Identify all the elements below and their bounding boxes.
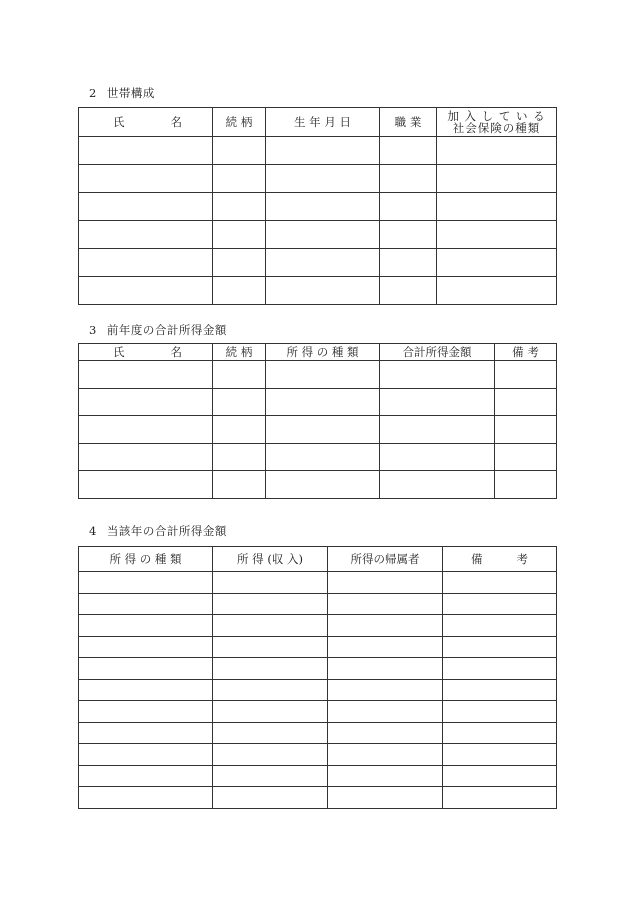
table-row [79, 221, 557, 249]
table-row [79, 636, 557, 658]
table-cell[interactable] [328, 722, 443, 744]
section-4-heading [89, 523, 227, 539]
table-cell[interactable] [495, 443, 557, 471]
table-cell[interactable] [213, 416, 266, 444]
table-cell[interactable] [79, 701, 213, 723]
table-cell[interactable] [213, 165, 266, 193]
table-cell[interactable] [437, 221, 557, 249]
table-row [79, 722, 557, 744]
table-cell[interactable] [380, 249, 437, 277]
table-cell[interactable] [213, 679, 328, 701]
table-cell[interactable] [266, 443, 380, 471]
table-cell[interactable] [266, 193, 380, 221]
header-relation: 続 柄 [213, 344, 266, 361]
table-cell[interactable] [213, 701, 328, 723]
header-belongs-to: 所得の帰属者 [328, 547, 443, 572]
current-year-header-row [79, 547, 557, 572]
table-cell[interactable] [79, 787, 213, 809]
table-cell[interactable] [79, 249, 213, 277]
table-cell[interactable] [443, 615, 557, 637]
table-cell[interactable] [328, 615, 443, 637]
table-cell[interactable] [266, 361, 380, 389]
prior-year-income-table [78, 343, 557, 499]
household-table [78, 107, 557, 305]
table-cell[interactable] [213, 615, 328, 637]
table-cell[interactable] [79, 361, 213, 389]
table-cell[interactable] [380, 416, 495, 444]
table-row [79, 249, 557, 277]
table-cell[interactable] [443, 658, 557, 680]
table-cell[interactable] [328, 701, 443, 723]
header-income: 所 得 (収 入) [213, 547, 328, 572]
table-cell[interactable] [266, 165, 380, 193]
table-cell[interactable] [213, 744, 328, 766]
table-cell[interactable] [495, 388, 557, 416]
table-cell[interactable] [328, 765, 443, 787]
table-cell[interactable] [443, 572, 557, 594]
table-cell[interactable] [79, 722, 213, 744]
section-2-title: 世帯構成 [106, 86, 155, 100]
table-cell[interactable] [328, 572, 443, 594]
table-cell[interactable] [213, 722, 328, 744]
table-row [79, 701, 557, 723]
table-cell[interactable] [443, 722, 557, 744]
table-cell[interactable] [213, 221, 266, 249]
section-2-number: 2 [89, 86, 97, 100]
current-year-income-table [78, 546, 557, 809]
table-row [79, 658, 557, 680]
header-relation: 続 柄 [213, 108, 266, 137]
table-row [79, 137, 557, 165]
table-cell[interactable] [213, 787, 328, 809]
header-remarks: 備 考 [443, 547, 557, 572]
table-cell[interactable] [328, 593, 443, 615]
table-cell[interactable] [213, 765, 328, 787]
table-cell[interactable] [380, 388, 495, 416]
table-cell[interactable] [437, 137, 557, 165]
table-cell[interactable] [443, 765, 557, 787]
table-row [79, 193, 557, 221]
table-cell[interactable] [213, 636, 328, 658]
table-cell[interactable] [79, 572, 213, 594]
table-row [79, 679, 557, 701]
header-insurance: 加 入 し て い る 社会保険の種類 [437, 108, 557, 137]
table-cell[interactable] [79, 744, 213, 766]
household-header-row [79, 108, 557, 137]
table-cell[interactable] [266, 471, 380, 499]
table-row [79, 471, 557, 499]
table-row [79, 572, 557, 594]
header-income-type: 所 得 の 種 類 [266, 344, 380, 361]
table-row [79, 744, 557, 766]
table-cell[interactable] [79, 593, 213, 615]
table-cell[interactable] [328, 744, 443, 766]
table-cell[interactable] [79, 765, 213, 787]
table-cell[interactable] [213, 658, 328, 680]
header-income-type: 所 得 の 種 類 [79, 547, 213, 572]
header-name: 氏 名 [79, 344, 213, 361]
section-4-title: 当該年の合計所得金額 [106, 524, 227, 538]
table-cell[interactable] [213, 572, 328, 594]
table-cell[interactable] [79, 193, 213, 221]
header-name: 氏 名 [79, 108, 213, 137]
table-cell[interactable] [437, 249, 557, 277]
table-cell[interactable] [213, 443, 266, 471]
table-cell[interactable] [213, 137, 266, 165]
table-row [79, 361, 557, 389]
table-row [79, 277, 557, 305]
table-cell[interactable] [266, 249, 380, 277]
table-row [79, 388, 557, 416]
table-cell[interactable] [328, 787, 443, 809]
section-4-number: 4 [89, 524, 97, 538]
table-cell[interactable] [437, 165, 557, 193]
table-cell[interactable] [79, 137, 213, 165]
table-cell[interactable] [380, 221, 437, 249]
table-cell[interactable] [79, 416, 213, 444]
table-cell[interactable] [380, 277, 437, 305]
table-cell[interactable] [79, 443, 213, 471]
table-row [79, 593, 557, 615]
table-cell[interactable] [495, 361, 557, 389]
table-cell[interactable] [266, 277, 380, 305]
table-cell[interactable] [213, 277, 266, 305]
table-cell[interactable] [266, 416, 380, 444]
table-cell[interactable] [443, 744, 557, 766]
table-cell[interactable] [380, 137, 437, 165]
table-cell[interactable] [213, 361, 266, 389]
table-cell[interactable] [79, 471, 213, 499]
table-cell[interactable] [213, 593, 328, 615]
table-cell[interactable] [437, 193, 557, 221]
table-cell[interactable] [79, 388, 213, 416]
section-2-heading [89, 85, 155, 101]
table-cell[interactable] [443, 636, 557, 658]
table-cell[interactable] [380, 361, 495, 389]
header-remarks: 備 考 [495, 344, 557, 361]
table-cell[interactable] [79, 221, 213, 249]
table-cell[interactable] [380, 471, 495, 499]
table-cell[interactable] [213, 388, 266, 416]
table-cell[interactable] [213, 471, 266, 499]
table-cell[interactable] [443, 679, 557, 701]
table-cell[interactable] [380, 193, 437, 221]
table-row [79, 443, 557, 471]
table-cell[interactable] [79, 277, 213, 305]
prior-year-header-row [79, 344, 557, 361]
table-cell[interactable] [79, 636, 213, 658]
table-cell[interactable] [213, 249, 266, 277]
table-cell[interactable] [328, 636, 443, 658]
table-cell[interactable] [266, 137, 380, 165]
table-row [79, 416, 557, 444]
table-cell[interactable] [266, 221, 380, 249]
table-cell[interactable] [443, 701, 557, 723]
table-cell[interactable] [79, 615, 213, 637]
table-cell[interactable] [495, 471, 557, 499]
table-row [79, 615, 557, 637]
table-cell[interactable] [380, 165, 437, 193]
header-birthdate: 生 年 月 日 [266, 108, 380, 137]
table-cell[interactable] [380, 443, 495, 471]
table-cell[interactable] [443, 593, 557, 615]
table-row [79, 165, 557, 193]
table-cell[interactable] [266, 388, 380, 416]
table-cell[interactable] [79, 658, 213, 680]
table-cell[interactable] [213, 193, 266, 221]
section-3-heading [89, 322, 227, 338]
header-total-income: 合計所得金額 [380, 344, 495, 361]
section-3-number: 3 [89, 323, 97, 337]
table-cell[interactable] [79, 679, 213, 701]
table-row [79, 765, 557, 787]
table-cell[interactable] [79, 165, 213, 193]
header-occupation: 職 業 [380, 108, 437, 137]
table-cell[interactable] [328, 658, 443, 680]
table-row [79, 787, 557, 809]
table-cell[interactable] [328, 679, 443, 701]
table-cell[interactable] [443, 787, 557, 809]
table-cell[interactable] [495, 416, 557, 444]
section-3-title: 前年度の合計所得金額 [106, 323, 227, 337]
table-cell[interactable] [437, 277, 557, 305]
